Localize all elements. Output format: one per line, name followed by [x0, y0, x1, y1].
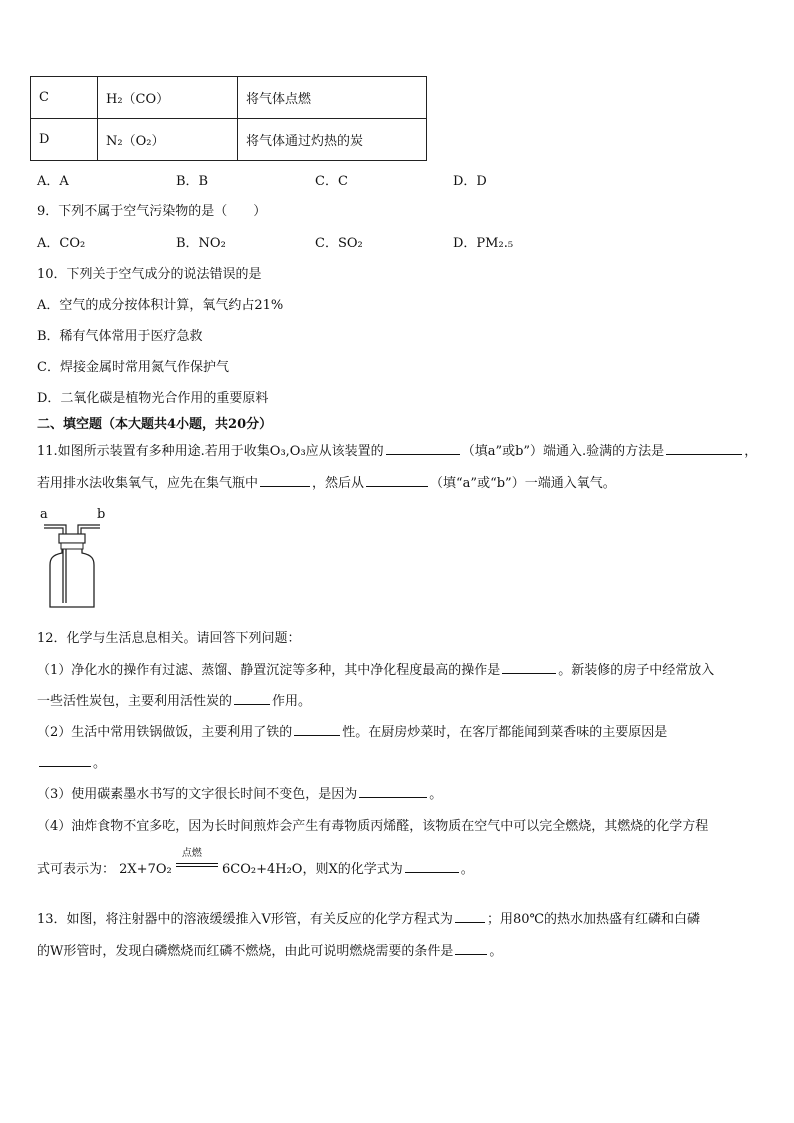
- gas-bottle-diagram: [38, 507, 118, 611]
- q9-option-c: C．SO₂: [315, 236, 363, 251]
- q12-text: 性。在厨房炒菜时，在客厅都能闻到菜香味的主要原因是: [342, 725, 668, 740]
- q11-line1: [37, 440, 757, 459]
- answer-blank[interactable]: [260, 472, 310, 487]
- answer-blank[interactable]: [386, 440, 460, 455]
- equation-arrow: [176, 848, 218, 873]
- q13-line1: [37, 908, 700, 927]
- q12-p4-line1: （4）油炸食物不宜多吃，因为长时间煎炸会产生有毒物质丙烯醛，该物质在空气中可以完全燃烧，其燃烧的化学方程: [37, 819, 709, 834]
- equals-line-bottom: [176, 866, 218, 867]
- q12-text: 一些活性炭包，主要利用活性炭的: [37, 694, 233, 709]
- q12-p1-line1: [37, 659, 714, 678]
- q9-stem: 9．下列不属于空气污染物的是（ ）: [37, 204, 267, 219]
- equation-right: 6CO₂+4H₂O: [222, 862, 303, 877]
- q12-text: 。: [429, 787, 443, 802]
- q13-line2: [37, 940, 502, 959]
- row-label: D: [31, 119, 98, 161]
- label-b: b: [97, 507, 106, 522]
- table-row: [31, 77, 427, 119]
- q8-option-a: A．A: [37, 174, 69, 189]
- answer-blank[interactable]: [455, 940, 487, 955]
- q12-p2-line2: [37, 752, 106, 771]
- q11-text: 11.如图所示装置有多种用途.若用于收集O₃,O₃应从该装置的: [37, 444, 384, 459]
- equation-condition: 点燃: [181, 848, 202, 859]
- table-row: [31, 119, 427, 161]
- q12-text: 。: [460, 862, 474, 877]
- q12-stem: 12．化学与生活息息相关。请回答下列问题：: [37, 631, 301, 646]
- row-method: 将气体点燃: [238, 77, 427, 119]
- answer-blank[interactable]: [455, 908, 485, 923]
- row-substance: N₂（O₂）: [98, 119, 238, 161]
- q12-p2-line1: [37, 721, 667, 740]
- q11-line2: [37, 472, 616, 491]
- section-heading: 二、填空题（本大题共4小题，共20分）: [37, 417, 273, 432]
- answer-blank[interactable]: [234, 690, 270, 705]
- q13-text: 13．如图，将注射器中的溶液缓缓推入V形管，有关反应的化学方程式为: [37, 912, 453, 927]
- answer-blank[interactable]: [359, 783, 427, 798]
- q10-option-c: C．焊接金属时常用氮气作保护气: [37, 360, 229, 375]
- q12-p3: [37, 783, 442, 802]
- q13-text: 。: [489, 944, 503, 959]
- bottle-svg: [38, 507, 118, 611]
- q10-option-a: A．空气的成分按体积计算，氧气约占21%: [37, 298, 284, 313]
- q12-text: 式可表示为：: [37, 862, 116, 877]
- answer-blank[interactable]: [39, 752, 91, 767]
- answer-blank[interactable]: [502, 659, 556, 674]
- q11-text: （填“a”或“b”）一端通入氧气。: [430, 476, 616, 491]
- answer-blank[interactable]: [405, 858, 459, 873]
- q11-text: ，: [744, 444, 758, 459]
- q12-p1-line2: [37, 690, 311, 709]
- q12-text: ，则X的化学式为: [302, 862, 403, 877]
- q12-text: 。: [93, 756, 107, 771]
- q11-text: （填a”或b”）端通入.验满的方法是: [461, 444, 665, 459]
- chemical-equation: [119, 848, 303, 877]
- answer-blank[interactable]: [666, 440, 742, 455]
- q13-text: ；用80℃的热水加热盛有红磷和白磷: [486, 912, 701, 927]
- q12-p4-line2: [37, 848, 474, 877]
- q13-text: 的W形管时，发现白磷燃烧而红磷不燃烧，由此可说明燃烧需要的条件是: [37, 944, 454, 959]
- q8-option-b: B．B: [176, 174, 209, 189]
- q12-text: （3）使用碳素墨水书写的文字很长时间不变色，是因为: [37, 787, 358, 802]
- q10-option-d: D．二氧化碳是植物光合作用的重要原料: [37, 391, 269, 406]
- equation-left: 2X+7O₂: [119, 862, 172, 877]
- options-table: [30, 76, 427, 161]
- q8-option-c: C．C: [315, 174, 348, 189]
- q9-option-a: A．CO₂: [37, 236, 86, 251]
- row-substance: H₂（CO）: [98, 77, 238, 119]
- q12-text: 。新装修的房子中经常放入: [558, 663, 715, 678]
- q12-text: （1）净化水的操作有过滤、蒸馏、静置沉淀等多种，其中净化程度最高的操作是: [37, 663, 501, 678]
- row-method: 将气体通过灼热的炭: [238, 119, 427, 161]
- q9-option-d: D．PM₂.₅: [453, 236, 514, 251]
- q10-option-b: B．稀有气体常用于医疗急救: [37, 329, 203, 344]
- q11-text: 若用排水法收集氧气，应先在集气瓶中: [37, 476, 259, 491]
- row-label: C: [31, 77, 98, 119]
- q10-stem: 10．下列关于空气成分的说法错误的是: [37, 267, 262, 282]
- q11-text: ，然后从: [312, 476, 365, 491]
- q12-text: 作用。: [272, 694, 312, 709]
- answer-blank[interactable]: [366, 472, 428, 487]
- q9-option-b: B．NO₂: [176, 236, 226, 251]
- equals-line-top: [176, 863, 218, 864]
- q12-text: （2）生活中常用铁锅做饭，主要利用了铁的: [37, 725, 293, 740]
- answer-blank[interactable]: [294, 721, 340, 736]
- q8-option-d: D．D: [453, 174, 487, 189]
- label-a: a: [40, 507, 48, 522]
